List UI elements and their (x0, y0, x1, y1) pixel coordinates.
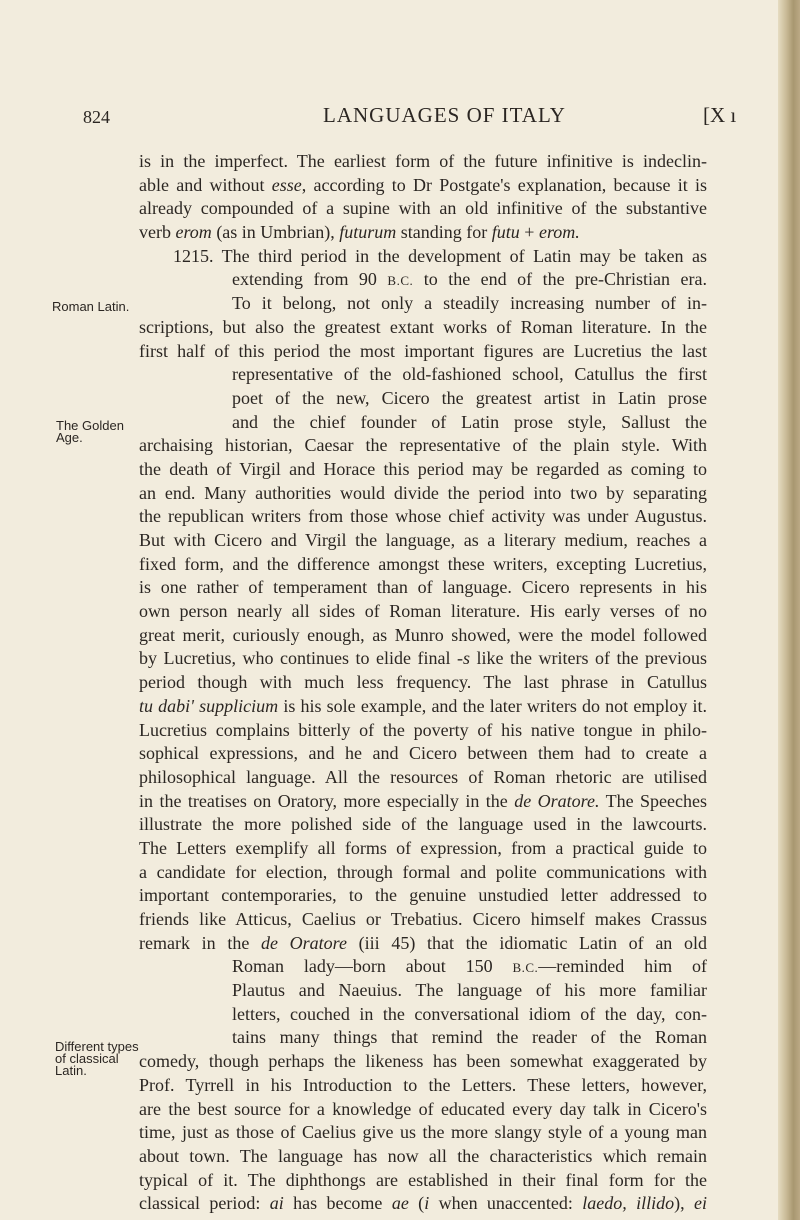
text-line: classical period: ai has become ae (i when unaccented: laedo, illido), ei (139, 1193, 708, 1214)
text-line: own person nearly all sides of Roman literature. His early verses of no (139, 601, 707, 622)
text-line: period though with much less frequency. The last phrase in Catullus (139, 672, 707, 693)
text-line: philosophical language. All the resources of Roman rhetoric are utilised (139, 766, 707, 787)
text-line: archaising historian, Caesar the representative of the plain style. With (139, 435, 707, 456)
text-line: tains many things that remind the reader of the Roman (232, 1027, 707, 1048)
text-line: the death of Virgil and Horace this period may be regarded as coming to (139, 458, 707, 479)
text-line: able and without esse, according to Dr Postgate's explanation, because it is (139, 174, 707, 195)
text-line: The Letters exemplify all forms of expression, from a practical guide to (139, 837, 707, 858)
text-line: time, just as those of Caelius give us the more slangy style of a young man (139, 1122, 707, 1143)
text-line: the republican writers from those whose chief activity was under Augustus. (139, 506, 707, 527)
text-line: by Lucretius, who continues to elide final -s like the writers of the previous (139, 648, 707, 669)
text-line: comedy, though perhaps the likeness has been somewhat exaggerated by (139, 1051, 707, 1072)
margin-note-golden-age-line2: Age. (56, 430, 83, 445)
text-line: fixed form, and the difference amongst these writers, excepting Lucretius, (139, 553, 707, 574)
margin-note-golden-age-line1: The Golden (56, 418, 124, 433)
text-line: But with Cicero and Virgil the language, as a literary medium, reaches a (139, 530, 707, 550)
margin-note-types-line2: of classical (55, 1051, 119, 1066)
text-line: typical of it. The diphthongs are established in their final form for the (139, 1169, 707, 1190)
text-line: an end. Many authorities would divide the period into two by separating (139, 482, 707, 503)
page-number: 824 (83, 107, 110, 127)
margin-note-roman-latin: Roman Latin. (52, 299, 130, 314)
text-line: Plautus and Naeuius. The language of his more familiar (232, 980, 707, 1001)
margin-note-types-line3: Latin. (55, 1063, 87, 1078)
text-line: scriptions, but also the greatest extant works of Roman literature. In the (139, 316, 707, 337)
text-line: Roman lady—born about 150 B.C.—reminded him of (232, 956, 707, 977)
text-line: Prof. Tyrrell in his Introduction to the Letters. These letters, however, (139, 1074, 707, 1095)
text-line: remark in the de Oratore (iii 45) that the idiomatic Latin of an old (139, 932, 707, 953)
text-line: about town. The language has now all the characteristics which remain (139, 1145, 707, 1166)
text-line: To it belong, not only a steadily increasing number of in- (232, 293, 707, 314)
page-edge-shadow (778, 0, 800, 1220)
text-line: is one rather of temperament than of language. Cicero represents in his (139, 577, 707, 598)
text-line: friends like Atticus, Caelius or Trebatius. Cicero himself makes Crassus (139, 909, 707, 929)
text-line: extending from 90 B.C. to the end of the pre-Christian era. (232, 269, 707, 290)
text-line: already compounded of a supine with an old infinitive of the substantive (139, 198, 707, 219)
section-mark: [X ı (703, 103, 737, 127)
text-line: and the chief founder of Latin prose style, Sallust the (232, 411, 707, 432)
text-line: letters, couched in the conversational idiom of the day, con- (232, 1003, 707, 1024)
page-header (0, 103, 778, 133)
text-line: great merit, curiously enough, as Munro showed, were the model followed (139, 624, 707, 645)
margin-note-types-line1: Different types (55, 1039, 139, 1054)
body-text (139, 150, 707, 1216)
text-line: a candidate for election, through formal and polite communications with (139, 861, 707, 882)
text-line: tu dabi' supplicium is his sole example, and the later writers do not employ it. (139, 695, 707, 716)
text-line: Lucretius complains bitterly of the poverty of his native tongue in philo- (139, 719, 707, 740)
text-line: is in the imperfect. The earliest form of the future infinitive is indeclin- (139, 151, 707, 171)
section-1215-start: 1215. The third period in the development of Latin may be taken as (173, 245, 707, 266)
running-title: LANGUAGES OF ITALY (323, 103, 566, 127)
text-line: illustrate the more polished side of the language used in the lawcourts. (139, 814, 707, 835)
text-line: important contemporaries, to the genuine unstudied letter addressed to (139, 885, 707, 906)
text-line: verb erom (as in Umbrian), futurum standing for futu + erom. (139, 222, 580, 243)
text-line: in the treatises on Oratory, more especially in the de Oratore. The Speeches (139, 790, 707, 811)
text-line: poet of the new, Cicero the greatest artist in Latin prose (232, 387, 707, 408)
text-line: representative of the old-fashioned school, Catullus the first (232, 364, 707, 385)
text-line: sophical expressions, and he and Cicero between them had to create a (139, 743, 707, 764)
text-line: first half of this period the most important figures are Lucretius the last (139, 340, 707, 361)
text-line: are the best source for a knowledge of educated every day talk in Cicero's (139, 1098, 707, 1119)
